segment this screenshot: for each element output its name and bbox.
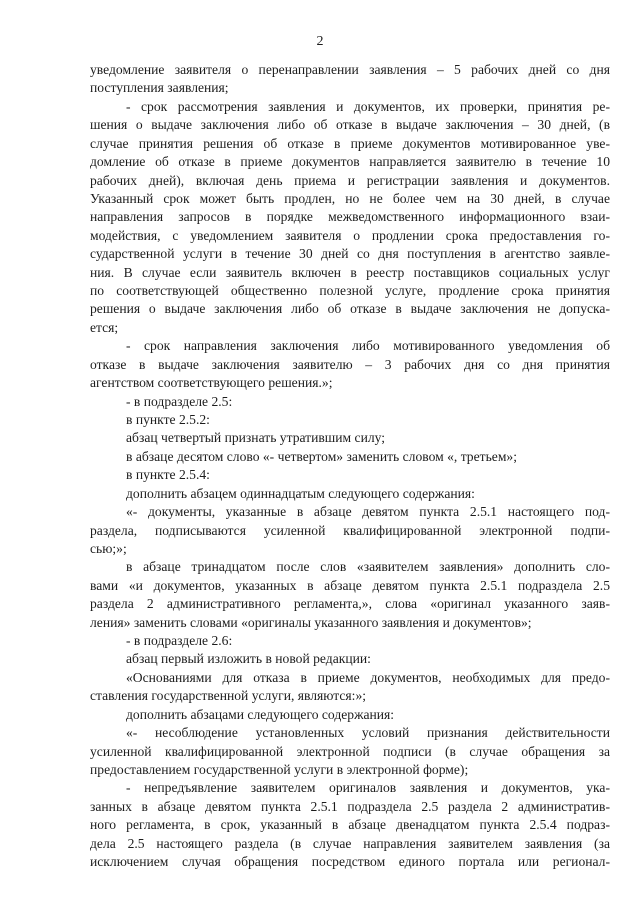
text-line: - в подразделе 2.5:	[126, 393, 233, 409]
text-line: усиленной квалифицированной электронной подписи (в случае обращения за	[90, 743, 610, 759]
text-line: исключением случая обращения посредством единого портала или регионал-	[90, 854, 610, 870]
text-line: ставления государственной услуги, являются:»;	[90, 688, 367, 704]
text-line: - срок направления заключения либо мотивированного уведомления об	[126, 338, 610, 354]
text-line: шения о выдаче заключения либо об отказе в выдаче заключения – 30 дней, (в	[90, 117, 610, 133]
text-line: абзац четвертый признать утратившим силу;	[126, 430, 386, 446]
text-line: Указанный срок может быть продлен, но не более чем на 30 дней, в случае	[90, 190, 610, 206]
text-line: в пункте 2.5.4:	[126, 467, 210, 483]
text-line: дополнить абзацами следующего содержания:	[126, 706, 395, 722]
text-line: поступления заявления;	[90, 80, 229, 96]
text-line: предоставлением государственной услуги в электронной форме);	[90, 761, 469, 777]
text-line: модействия, с уведомлением заявителя о продлении срока предоставления го-	[90, 227, 610, 243]
text-line: дела 2.5 настоящего раздела (в случае направления заявителем заявления (за	[90, 835, 610, 851]
text-line: - срок рассмотрения заявления и документов, их проверки, принятия ре-	[126, 98, 610, 114]
text-line: дополнить абзацем одиннадцатым следующего содержания:	[126, 485, 475, 501]
text-line: «- несоблюдение установленных условий признания действительности	[126, 725, 610, 741]
text-line: направления запросов в порядке межведомственного информационного взаи-	[90, 209, 610, 225]
text-line: «Основаниями для отказа в приеме документов, необходимых для предо-	[126, 669, 610, 685]
text-line: уведомление заявителя о перенаправлении заявления – 5 рабочих дней со дня	[90, 62, 610, 77]
text-line: «- документы, указанные в абзаце девятом пункта 2.5.1 настоящего под-	[126, 504, 610, 520]
text-line: отказе в выдаче заключения заявителю – 3 рабочих дня со дня принятия	[90, 356, 610, 372]
text-line: ления» заменить словами «оригиналы указанного заявления и документов»;	[90, 614, 532, 630]
text-line: домление об отказе в приеме документов направляется заявителю в течение 10	[90, 154, 610, 170]
text-line: - непредъявление заявителем оригиналов заявления и документов, ука-	[126, 780, 610, 796]
text-line: ется;	[90, 319, 119, 335]
text-line: по соответствующей общественно полезной услуге, продление срока принятия	[90, 283, 610, 299]
text-line: занных в абзаце девятом пункта 2.5.1 подраздела 2.5 раздела 2 административ-	[90, 798, 610, 814]
text-line: абзац первый изложить в новой редакции:	[126, 651, 371, 667]
text-line: в абзаце десятом слово «- четвертом» заменить словом «, третьем»;	[126, 448, 517, 464]
text-line: ного регламента, в срок, указанный в абзаце двенадцатом пункта 2.5.4 подраз-	[90, 817, 610, 833]
text-line: раздела 2 административного регламента,», слова «оригинал указанного заяв-	[90, 596, 610, 612]
text-line: решения о выдаче заключения либо об отказе в выдаче заключения не допуска-	[90, 301, 610, 317]
text-line: в абзаце тринадцатом после слов «заявителем заявления» дополнить сло-	[126, 559, 610, 575]
text-line: агентством соответствующего решения.»;	[90, 375, 333, 391]
text-line: вами «и документов, указанных в абзаце девятом пункта 2.5.1 подраздела 2.5	[90, 577, 610, 593]
text-line: случае принятия решения об отказе в приеме документов мотивированное уве-	[90, 135, 610, 151]
page-number: 2	[316, 34, 324, 49]
text-line: в пункте 2.5.2:	[126, 411, 210, 427]
text-line: ния. В случае если заявитель включен в реестр поставщиков социальных услуг	[90, 264, 610, 280]
text-line: - в подразделе 2.6:	[126, 633, 233, 649]
text-line: раздела, подписываются усиленной квалифицированной электронной подпи-	[90, 522, 610, 538]
text-line: сударственной услуги в течение 30 дней со дня поступления в агентство заявле-	[90, 246, 610, 262]
text-line: рабочих дней), включая день приема и регистрации заявления и документов.	[90, 172, 610, 188]
text-line: сью;»;	[90, 540, 127, 556]
